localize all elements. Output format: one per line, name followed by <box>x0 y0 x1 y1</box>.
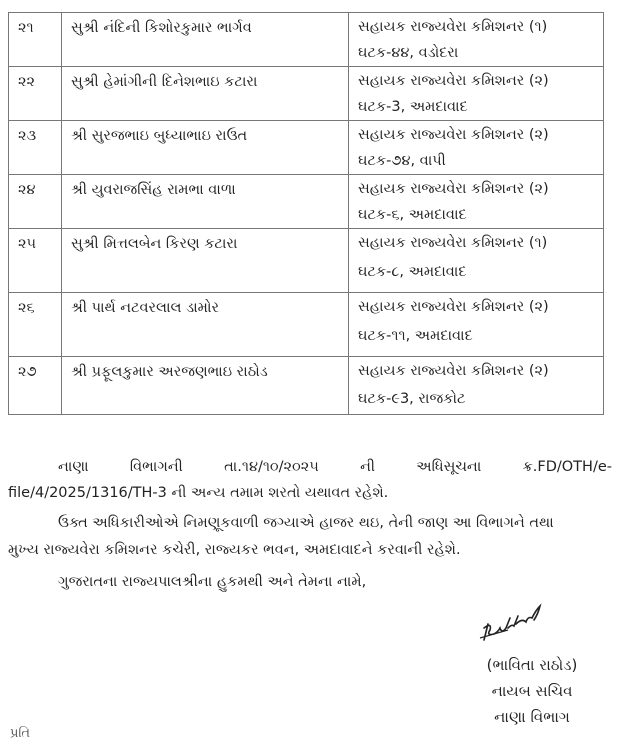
post-title: સહાયક રાજ્યવેરા કમિશનર (૨) <box>358 127 549 143</box>
signature-block <box>462 604 602 730</box>
signatory-name: (ભાવિતા રાઠોડ) <box>486 656 578 674</box>
officer-name: સુશ્રી હેમાંગીની દિનેશભાઇ કટારા <box>62 67 349 121</box>
table-row <box>9 293 604 357</box>
appointments-table <box>8 12 604 415</box>
table-row <box>9 13 604 67</box>
serial-number: ૨૨ <box>9 67 62 121</box>
post-unit: ઘટક-૭૪, વાપી <box>358 153 446 169</box>
signatory-department: નાણા વિભાગ <box>494 708 570 726</box>
post-title: સહાયક રાજ્યવેરા કમિશનર (૧) <box>358 235 548 251</box>
table-row <box>9 357 604 415</box>
post-unit: ઘટક-૮, અમદાવાદ <box>358 264 467 280</box>
serial-number: ૨૭ <box>9 357 62 415</box>
post-unit: ઘટક-૬, અમદાવાદ <box>358 207 467 223</box>
serial-number: ૨૧ <box>9 13 62 67</box>
post-unit: ઘટક-3, અમદાવાદ <box>358 99 468 115</box>
post-title: સહાયક રાજ્યવેરા કમિશનર (૨) <box>358 73 549 89</box>
table-row <box>9 229 604 293</box>
posting-cell <box>349 121 604 175</box>
posting-cell <box>349 357 604 415</box>
posting-cell <box>349 67 604 121</box>
table-row <box>9 121 604 175</box>
post-unit: ઘટક-૯3, રાજકોટ <box>358 391 466 407</box>
post-unit: ઘટક-૪૪, વડોદરા <box>358 45 459 61</box>
paragraph-notification-line1: નાણા વિભાગની તા.૧૪/૧૦/૨૦૨૫ ની અધિસૂચના ક્ર.FD/OTH/e- <box>58 459 612 475</box>
footer-copy-to: પ્રતિ <box>10 726 30 741</box>
post-title: સહાયક રાજ્યવેરા કમિશનર (૧) <box>358 19 548 35</box>
officer-name: સુશ્રી મિત્તલબેન કિરણ કટારા <box>62 229 349 293</box>
paragraph-reporting-line1: ઉક્ત અધિકારીઓએ નિમણૂકવાળી જગ્યાએ હાજર થઇ, તેની જાણ આ વિભાગને તથા <box>58 515 554 531</box>
officer-name: શ્રી પ્રફૂલકુમાર અરજણભાઇ રાઠોડ <box>62 357 349 415</box>
officer-name: શ્રી યુવરાજસિંહ રામભા વાળા <box>62 175 349 229</box>
post-title: સહાયક રાજ્યવેરા કમિશનર (૨) <box>358 181 549 197</box>
officer-name: સુશ્રી નંદિની કિશોરકુમાર ભાર્ગવ <box>62 13 349 67</box>
posting-cell <box>349 229 604 293</box>
posting-cell <box>349 293 604 357</box>
post-title: સહાયક રાજ્યવેરા કમિશનર (૨) <box>358 299 549 315</box>
table-row <box>9 67 604 121</box>
serial-number: ૨૪ <box>9 175 62 229</box>
serial-number: ૨૫ <box>9 229 62 293</box>
posting-cell <box>349 175 604 229</box>
post-unit: ઘટક-૧૧, અમદાવાદ <box>358 328 473 344</box>
serial-number: ૨૩ <box>9 121 62 175</box>
serial-number: ૨૬ <box>9 293 62 357</box>
signatory-designation: નાયબ સચિવ <box>491 682 573 700</box>
paragraph-reporting-line2: મુખ્ય રાજ્યવેરા કમિશનર કચેરી, રાજ્યકર ભવન, અમદાવાદને કરવાની રહેશે. <box>8 542 461 558</box>
officer-name: શ્રી પાર્થ નટવરલાલ ડામોર <box>62 293 349 357</box>
paragraph-notification-line2: file/4/2025/1316/TH-3 ની અન્ય તમામ શરતો યથાવત રહેશે. <box>8 485 389 501</box>
officer-name: શ્રી સુરજભાઇ બુધ્યાભાઇ રાઉત <box>62 121 349 175</box>
table-row <box>9 175 604 229</box>
post-title: સહાયક રાજ્યવેરા કમિશનર (૨) <box>358 363 549 379</box>
posting-cell <box>349 13 604 67</box>
paragraph-governor-order: ગુજરાતના રાજ્યપાલશ્રીના હુકમથી અને તેમના નામે, <box>58 574 367 590</box>
